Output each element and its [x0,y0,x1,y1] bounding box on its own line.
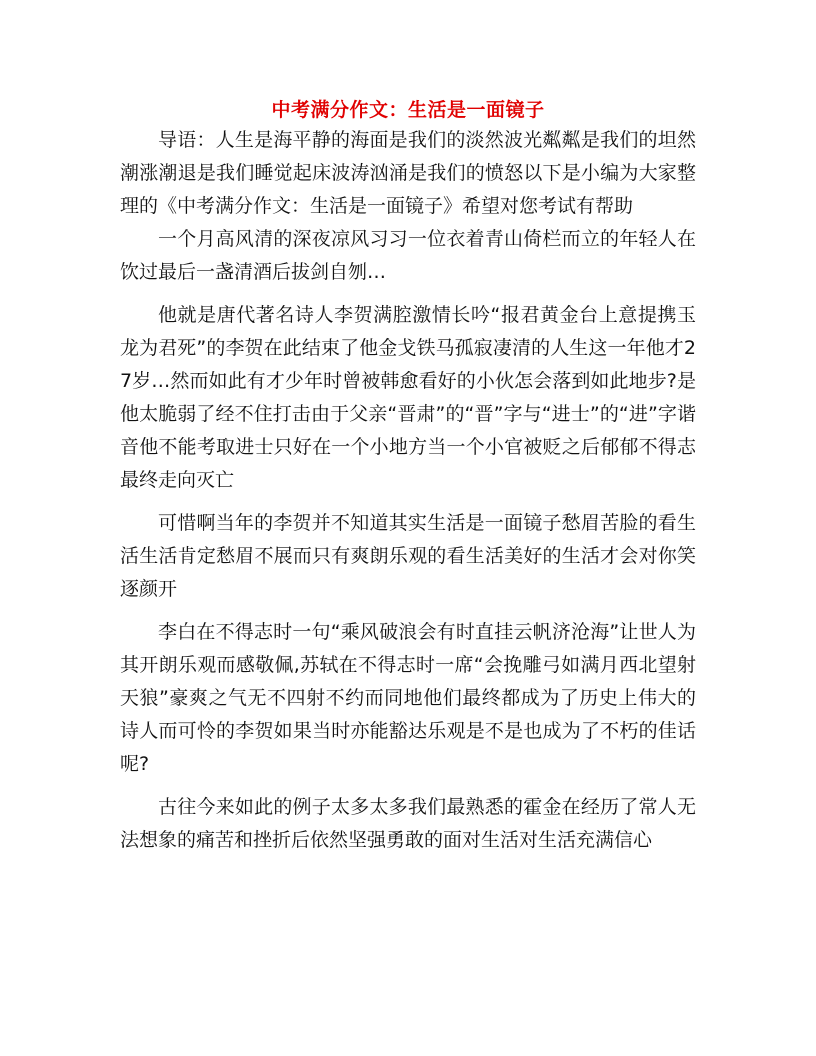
paragraph-intro: 导语：人生是海平静的海面是我们的淡然波光粼粼是我们的坦然潮涨潮退是我们睡觉起床波涛汹涌是我们的愤怒以下是小编为大家整理的《中考满分作文：生活是一面镜子》希望对您考试有帮助 [120,129,696,217]
document-page [120,96,696,857]
document-title: 中考满分作文：生活是一面镜子 [271,99,545,121]
paragraph-li-bai-su-shi: 李白在不得志时一句“乘风破浪会有时直挂云帆济沧海”让世人为其开朗乐观而感敬佩,苏轼在不得志时一席“会挽雕弓如满月西北望射天狼”豪爽之气无不四射不约而同地他们最终都成为了历史上伟大的诗人而可怜的李贺如果当时亦能豁达乐观是不是也成为了不朽的佳话呢? [120,621,696,775]
paragraph-li-he: 他就是唐代著名诗人李贺满腔激情长吟“报君黄金台上意提携玉龙为君死”的李贺在此结束了他金戈铁马孤寂凄清的人生这一年他才27岁…然而如此有才少年时曾被韩愈看好的小伙怎会落到如此地步?是他太脆弱了经不住打击由于父亲“晋肃”的“晋”字与“进士”的“进”字谐音他不能考取进士只好在一个小地方当一个小官被贬之后郁郁不得志最终走向灭亡 [120,304,696,491]
paragraph-night-scene: 一个月高风清的深夜凉风习习一位衣着青山倚栏而立的年轻人在饮过最后一盏清酒后拔剑自刎… [120,228,696,283]
paragraph-hawking: 古往今来如此的例子太多太多我们最熟悉的霍金在经历了常人无法想象的痛苦和挫折后依然坚强勇敢的面对生活对生活充满信心 [120,796,696,851]
paragraph-mirror: 可惜啊当年的李贺并不知道其实生活是一面镜子愁眉苦脸的看生活生活肯定愁眉不展而只有爽朗乐观的看生活美好的生活才会对你笑逐颜开 [120,512,696,600]
